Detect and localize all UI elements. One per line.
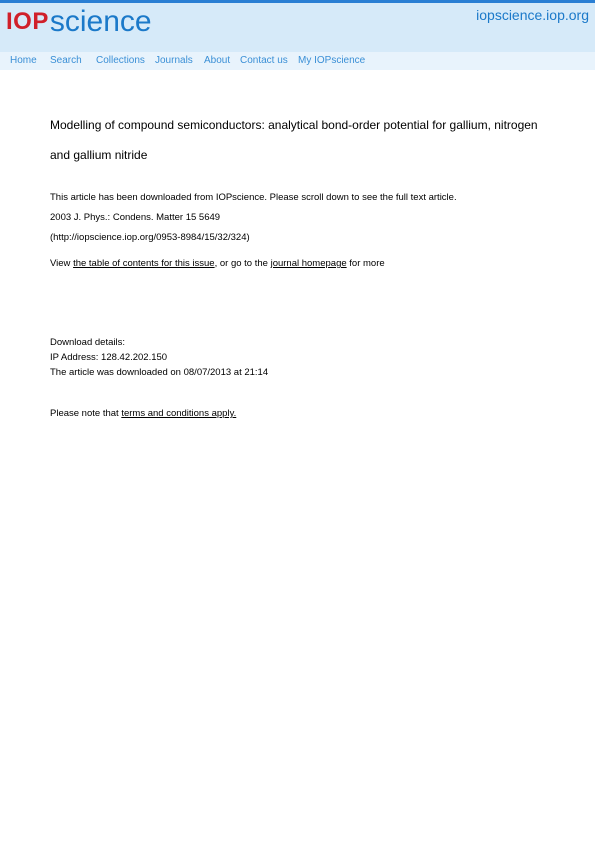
nav-my-iopscience[interactable]: My IOPscience	[298, 55, 366, 66]
site-url-link[interactable]: iopscience.iop.org	[476, 7, 589, 23]
view-prefix: View	[50, 258, 74, 269]
logo-science-text: science	[49, 5, 152, 38]
view-more-line	[50, 258, 385, 269]
nav-search[interactable]: Search	[50, 55, 82, 66]
article-title: Modelling of compound semiconductors: analytical bond-order potential for gallium, nitrogen and gallium nitride	[50, 118, 538, 162]
nav-collections[interactable]: Collections	[96, 55, 145, 66]
logo-iop-text: IOP	[6, 8, 49, 35]
nav-journals[interactable]: Journals	[155, 55, 193, 66]
terms-line	[50, 408, 236, 419]
view-suffix: for more	[346, 258, 385, 269]
header-banner	[0, 3, 595, 52]
download-note: This article has been downloaded from IOPscience. Please scroll down to see the full text article.	[50, 192, 457, 203]
iopscience-logo[interactable]	[6, 5, 152, 39]
download-details-heading: Download details:	[50, 337, 125, 348]
ip-address: IP Address: 128.42.202.150	[50, 352, 168, 363]
nav-bar	[0, 52, 595, 70]
nav-home[interactable]: Home	[10, 55, 37, 66]
nav-about[interactable]: About	[204, 55, 231, 66]
terms-link[interactable]: terms and conditions apply.	[121, 408, 237, 419]
terms-prefix: Please note that	[50, 408, 122, 419]
article-url: (http://iopscience.iop.org/0953-8984/15/32/324)	[50, 232, 250, 243]
nav-contact-us[interactable]: Contact us	[240, 55, 288, 66]
view-middle: , or go to the	[214, 258, 271, 269]
citation: 2003 J. Phys.: Condens. Matter 15 5649	[50, 212, 221, 223]
toc-link[interactable]: the table of contents for this issue	[73, 258, 215, 269]
download-date: The article was downloaded on 08/07/2013 at 21:14	[50, 367, 269, 378]
journal-homepage-link[interactable]: journal homepage	[270, 258, 347, 269]
